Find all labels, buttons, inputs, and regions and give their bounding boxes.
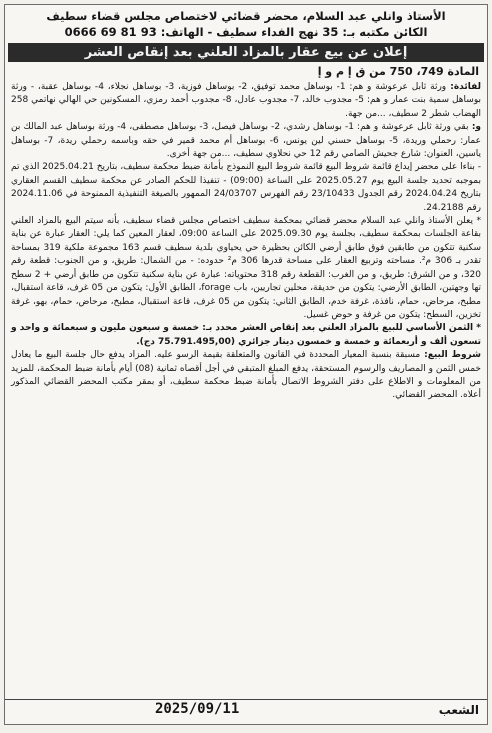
respondents-paragraph: و: بقي ورثة ثابل عرعوشة و هم: 1- بوساهل رشدي، 2- بوساهل فيصل، 3- بوساهل مصطفى، 4- ورثة بوساهل عبد المالك بن عمار: رحملي وريدة، 5- بوساهل حسني لين يونس، 6- بوساهل أم محمد قمير في حقه وباسمه رحملي ريدة، 7- بوساهل ياسين، العنوان: شارع جحيش الصامي رقم 12 حي نحلاوي سطيف، ...من جهة أخرى. (11, 122, 482, 160)
publication-date: 2025/09/11 (155, 701, 240, 717)
notice-title-banner: إعلان عن بيع عقار بالمزاد العلني بعد إنقاص العشر (8, 43, 484, 62)
bailiff-address-line: الكائن مكتبه بـ: 35 نهج الفداء سطيف - الهاتف: 93 81 69 0666 (64, 25, 428, 39)
legal-basis-paragraph: - بناءا على محضر إيداع قائمة شروط البيع قائمة شروط البيع النموذج بأمانة ضبط محكمة سطيف، بتاريخ 2025.04.21 الذي تم بموجبه تحديد جلسة البيع يوم 2025.05.27 على الساعة (09:00) - تنفيذا للحكم الصادر عن محكمة سطيف القسم العقاري بتاريخ 2024.04.24 رقم الجدول 23/10433 رقم الفهرس 24/03707 الممهور بالصيغة التنفيذية الممنوحة في 2024.11.06 رقم 24.2188. (11, 162, 482, 213)
newspaper-footer (5, 699, 487, 724)
sale-conditions-paragraph: شروط البيع: مسبقة بنسبة المعيار المحددة في القانون والمتعلقة بقيمة الرسو عليه. المزاد يدفع حال جلسة البيع ما يعادل خمس الثمن و المصاريف والرسوم المستحقة، يدفع المبلغ المتبقي في أجل أقصاه ثمانية (08) أيام بأمانة ضبط المحكمة، للمزيد من المعلومات و الاطلاع على دفتر الشروط الاتصال بأمانة ضبط محكمة سطيف، أو بمقر مكتب المحضر القضائي المذكور أعلاه. المحضر القضائي. (11, 350, 481, 401)
beneficiaries-paragraph: لفائدة: ورثة ثابل عرعوشة و هم: 1- بوساهل محمد توفيق، 2- بوساهل فوزية، 3- بوساهل نجلاء، 4- بوساهل عقبة، - ورثة بوساهل سمية بنت عمار و هم: 5- مجدوب خالد، 7- مجدوب عادل، 8- مجدوب أحمد رمزي، المسكونين حي الهالي نهاتمي 258 الهضاب شطر 2 سطيف، ...من جهة. (11, 82, 481, 119)
legal-article-reference: المادة 749، 750 من ق إ م و إ (317, 65, 479, 78)
newspaper-name: الشعب (438, 703, 479, 717)
legal-notice (4, 4, 488, 725)
notice-body (5, 81, 487, 403)
bailiff-header (5, 5, 487, 40)
property-description-paragraph: * يعلن الأستاذ وانلي عبد السلام محضر قضائي بمحكمة سطيف اختصاص مجلس قضاء سطيف، بأنه سيتم البيع بالمزاد العلني بقاعة الجلسات بمحكمة سطيف، بجلسة يوم 2025.09.30 على الساعة 09:00، لعقار المعين كما يلي: العقار عبارة عن بناية سكنية تتكون من طابقين فوق طابق أرضي الكائن بحظيرة حي يحياوي بلدية سطيف قسم 163 مجموعة ملكية 319 بمساحة تقدر بـ 306 م². مساحته وتربيع العقار على مساحة قدرها 306 م² حدوده: - من الشمال: طريق، و من الجنوب: قطعة رقم 320، و من الشرق: طريق، و من الغرب: القطعة رقم 318 محتوياته: عبارة عن بناية سكنية تتكون من طابق أرضي + 2 سطح تها وجهتين، الطابق الأرضي: يتكون من حديقة، محلين تجاريين، باب forage، الطابق الأول: يتكون من 05 غرف، قاعة استقبال، مطبخ، مرحاض، حمام، نافذة، غرفة خدم، الطابق الثاني: يتكون من 05 غرف، قاعة استقبال، مطبخ، مرحاض، حمام، بهو، غرفة تخزين، السطح: يتكون من غرفة و حوض غسيل. (11, 216, 482, 320)
bailiff-name-line: الأستاذ وانلي عبد السلام، محضر قضائي لاختصاص مجلس قضاء سطيف (46, 9, 446, 23)
base-price-paragraph: * الثمن الأساسي للبيع بالمزاد العلني بعد إنقاص العشر محدد بـ: خمسة و سبعون مليون و سبعمائة و واحد و تسعون ألف و أربعمائة و خمسة و خمسون دينار جزائري (75.791.495,00 دج). (11, 323, 481, 347)
